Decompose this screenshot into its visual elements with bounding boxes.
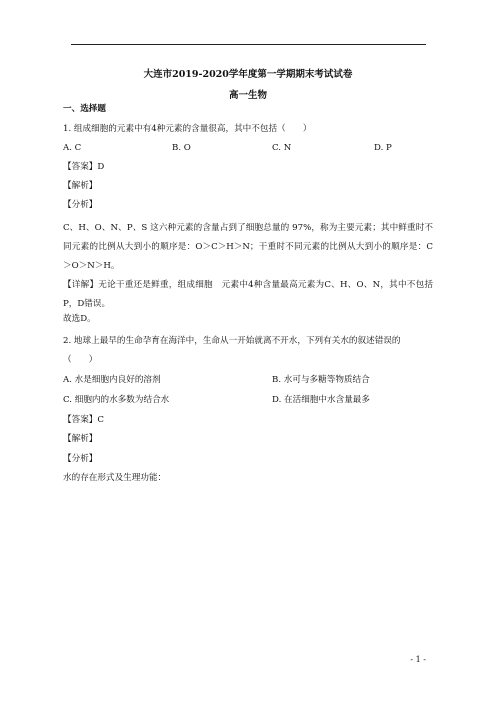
q1-option-b: B. O	[172, 143, 191, 153]
q2-jiexi-label: 【解析】	[63, 434, 98, 444]
q2-fenxi-label: 【分析】	[63, 454, 98, 464]
q1-analysis: C、H、O、N、P、S 这六种元素的含量占到了细胞总量的 97%，称为主要元素；其中鲜重时不同元素的比例从大到小的顺序是：O＞C＞H＞N；干重时不同元素的比例从大到小的顺序是：C＞O＞N＞H。	[63, 223, 433, 271]
q1-stem: 1. 组成细胞的元素中有4种元素的含量很高，其中不包括（ ）	[63, 124, 312, 134]
q2-option-c: C. 细胞内的水多数为结合水	[63, 395, 170, 405]
q1-option-a: A. C	[63, 143, 82, 153]
q2-stem-line1: 2. 地球上最早的生命孕育在海洋中，生命从一开始就离不开水，下列有关水的叙述错误的	[63, 336, 401, 346]
q1-answer: 【答案】D	[63, 162, 105, 172]
exam-subtitle: 高一生物	[228, 90, 267, 101]
q2-option-d: D. 在活细胞中水含量最多	[272, 395, 370, 405]
section-heading: 一、选择题	[63, 104, 106, 114]
page-number: - 1 -	[410, 655, 426, 664]
q1-conclusion: 故选D。	[63, 314, 96, 324]
q2-analysis: 水的存在形式及生理功能：	[63, 473, 167, 483]
header-rule	[71, 44, 426, 45]
q2-stem-line2: （ ）	[63, 355, 98, 365]
q1-option-d: D. P	[374, 143, 392, 153]
q1-detail: 【详解】无论干重还是鲜重，组成细胞 元素中4种含量最高元素为C、H、O、N，其中不包括P，D错误。	[63, 280, 433, 309]
q2-option-b: B. 水可与多糖等物质结合	[272, 375, 370, 385]
q1-jiexi-label: 【解析】	[63, 181, 98, 191]
q1-fenxi-label: 【分析】	[63, 200, 98, 210]
q1-option-c: C. N	[272, 143, 292, 153]
exam-title: 大连市2019-2020学年度第一学期期末考试试卷	[143, 69, 353, 80]
q2-answer: 【答案】C	[63, 415, 104, 425]
q2-option-a: A. 水是细胞内良好的溶剂	[63, 375, 161, 385]
